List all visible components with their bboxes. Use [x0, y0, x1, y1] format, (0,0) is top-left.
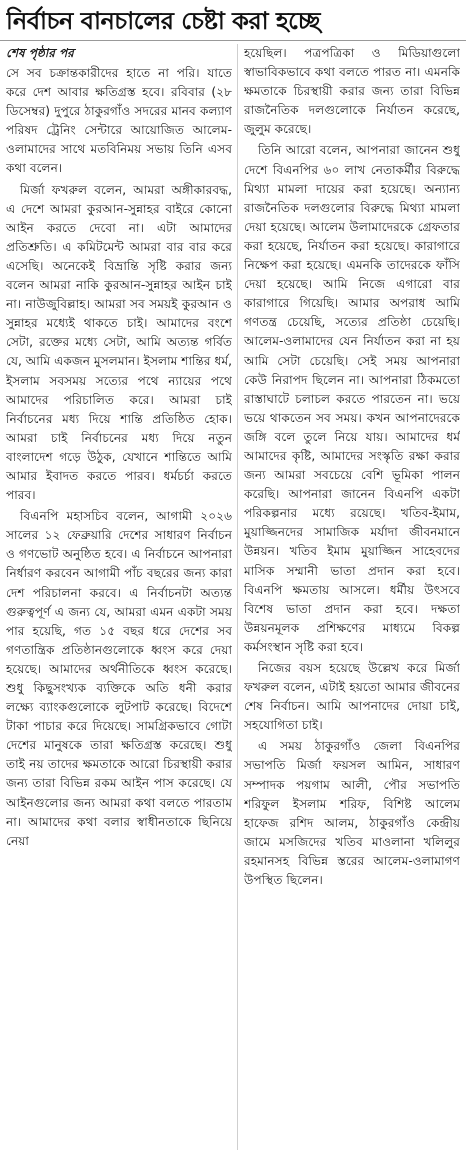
- paragraph: তিনি আরো বলেন, আপনারা জানেন শুধু দেশে বিএনপির ৬০ লাখ নেতাকর্মীর বিরুদ্ধে মিথ্যা মামলা দায়ের করা হয়েছে। অন্যান্য রাজনৈতিক দলগুলোর বিরুদ্ধে মিথ্যা মামলা দেয়া হয়েছে। আলেম উলামাদেরকে গ্রেফতার করা হয়েছে, নির্যাতন করা হয়েছে। কারাগারে নিক্ষেপ করা হয়েছে। এমনকি তাদেরকে ফাঁসি দেয়া হয়েছে। আমি নিজে এগারো বার কারাগারে গিয়েছি। আমার অপরাধ আমি গণতন্ত্র চেয়েছি, সত্যের প্রতিষ্ঠা চেয়েছি। আলেম-ওলামাদের যেন নির্যাতন করা না হয় আমি সেটা চেয়েছি। সেই সময় আপনারা কেউ নিরাপদ ছিলেন না। আপনারা ঠিকমতো রাস্তাঘাটে চলাচল করতে পারতেন না। ভয়ে ভয়ে থাকতেন সব সময়। কখন আপনাদেরকে জঙ্গি বলে তুলে নিয়ে যায়। আমাদের ধর্ম আমাদের কৃষ্টি, আমাদের সংস্কৃতি রক্ষা করার জন্য আমরা সবচেয়ে বেশি ভূমিকা পালন করেছি। আপনারা জানেন বিএনপি একটা পরিকল্পনার মধ্যে রয়েছে। খতিব-ইমাম, মুয়াজ্জিনদের সামাজিক মর্যাদা জীবনমানে উন্নয়ন। খতিব ইমাম মুয়াজ্জিন সাহেবদের মাসিক সম্মানী ভাতা প্রদান করা হবে। বিএনপি ক্ষমতায় আসলে। ধর্মীয় উৎসবে বিশেষ ভাতা প্রদান করা হবে। দক্ষতা উন্নয়নমূলক প্রশিক্ষণের মাধ্যমে বিকল্প কর্মসংস্থান সৃষ্টি করা হবে।: [244, 143, 460, 654]
- paragraph: বিএনপি মহাসচিব বলেন, আগামী ২০২৬ সালের ১২ ফেব্রুয়ারি দেশের সাধারণ নির্বাচন ও গণভোট অনুষ্ঠিত হবে। এ নির্বাচনে আপনারা নির্ধারণ করবেন আগামী পাঁচ বছরের জন্য কারা দেশ পরিচালনা করবে। এ নির্বাচনটা অত্যন্ত গুরুত্বপূর্ণ এ জন্য যে, আমরা এমন একটা সময় পার হয়েছি, গত ১৫ বছর ধরে দেশের সব গণতান্ত্রিক প্রতিষ্ঠানগুলোকে ধ্বংস করে দেয়া হয়েছে। আমাদের অর্থনীতিকে ধ্বংস করেছে। শুধু কিছুসংখ্যক ব্যক্তিকে অতি ধনী করার লক্ষ্যে ব্যাংকগুলোকে লুটপাট করেছে। বিদেশে টাকা পাচার করে দিয়েছে। সামগ্রিকভাবে গোটা দেশের মানুষকে তারা ক্ষতিগ্রস্ত করেছে। শুধু তাই নয় তাদের ক্ষমতাকে আরো চিরস্থায়ী করার জন্য তারা বিভিন্ন রকম আইন পাস করেছে। যে আইনগুলোর জন্য আমরা কথা বলতে পারতাম না। আমাদের কথা বলার স্বাধীনতাকে ছিনিয়ে নেয়া: [6, 509, 232, 848]
- headline-rule: [0, 40, 466, 41]
- paragraph: নিজের বয়স হয়েছে উল্লেখ করে মির্জা ফখরুল বলেন, এটাই হয়তো আমার জীবনের শেষ নির্বাচন। আমি আপনাদের দোয়া চাই, সহযোগিতা চাই।: [244, 661, 460, 733]
- paragraph: মির্জা ফখরুল বলেন, আমরা অঙ্গীকারবদ্ধ, এ দেশে আমরা কুরআন-সুন্নাহর বাইরে কোনো আইন করতে দেবো না। এটা আমাদের প্রতিশ্রুতি। এ কমিটমেন্ট আমরা বার বার করে এসেছি। অনেকেই বিভ্রান্তি সৃষ্টি করার জন্য বলেন আমরা নাকি কুরআন-সুন্নাহর আইন চাই না। নাউজুবিল্লাহ। আমরা সব সময়ই কুরআন ও সুন্নাহর মধ্যেই থাকতে চাই। আমাদের বংশে সেটা, রক্তের মধ্যে সেটা, আমি অত্যন্ত গর্বিত যে, আমি একজন মুসলমান। ইসলাম শান্তির ধর্ম, ইসলাম সবসময় সত্যের পথে ন্যায়ের পথে আমাদের পরিচালিত করে। আমরা চাই নির্বাচনের মধ্য দিয়ে শান্তি প্রতিষ্ঠিত হোক। আমরা চাই নির্বাচনের মধ্য দিয়ে নতুন বাংলাদেশ গড়ে উঠুক, যেখানে শান্তিতে আমি আমার ইবাদত করতে পারব। ধর্মচর্চা করতে পারব।: [6, 182, 232, 503]
- continuation-kicker: শেষ পৃষ্ঠার পর: [6, 46, 74, 60]
- paragraph: সে সব চক্রান্তকারীদের হাতে না পরি। যাতে করে দেশ আবার ক্ষতিগ্রস্ত হবে। রবিবার (২৮ ডিসেম্বর) দুপুরে ঠাকুরগাঁও সদরের মানব কল্যাণ পরিষদ ট্রেনিং সেন্টারে আয়োজিত আলেম-ওলামাদের সাথে মতবিনিময় সভায় তিনি এসব কথা বলেন।: [6, 66, 232, 176]
- column-divider: [237, 44, 238, 1150]
- article-column-right: [244, 44, 460, 1150]
- paragraph: হয়েছিল। পত্রপত্রিকা ও মিডিয়াগুলো স্বাভাবিকভাবে কথা বলতে পারত না। এমনকি ক্ষমতাকে চিরস্থায়ী করার জন্য তারা বিভিন্ন রাজনৈতিক দলগুলোকে নির্যাতন করেছে, জুলুম করেছে।: [244, 46, 460, 137]
- paragraph: এ সময় ঠাকুরগাঁও জেলা বিএনপির সভাপতি মির্জা ফয়সল আমিন, সাধারণ সম্পাদক পয়গাম আলী, পৌর সভাপতি শরিফুল ইসলাম শরিফ, বিশিষ্ট আলেম হাফেজ রশিদ আলম, ঠাকুরগাঁও কেন্দ্রীয় জামে মসজিদের খতিব মাওলানা খলিলুর রহমানসহ বিভিন্ন স্তরের আলেম-ওলামাগণ উপস্থিত ছিলেন।: [244, 739, 460, 888]
- article-column-left: [6, 44, 232, 1150]
- headline: নির্বাচন বানচালের চেষ্টা করা হচ্ছে: [6, 7, 320, 35]
